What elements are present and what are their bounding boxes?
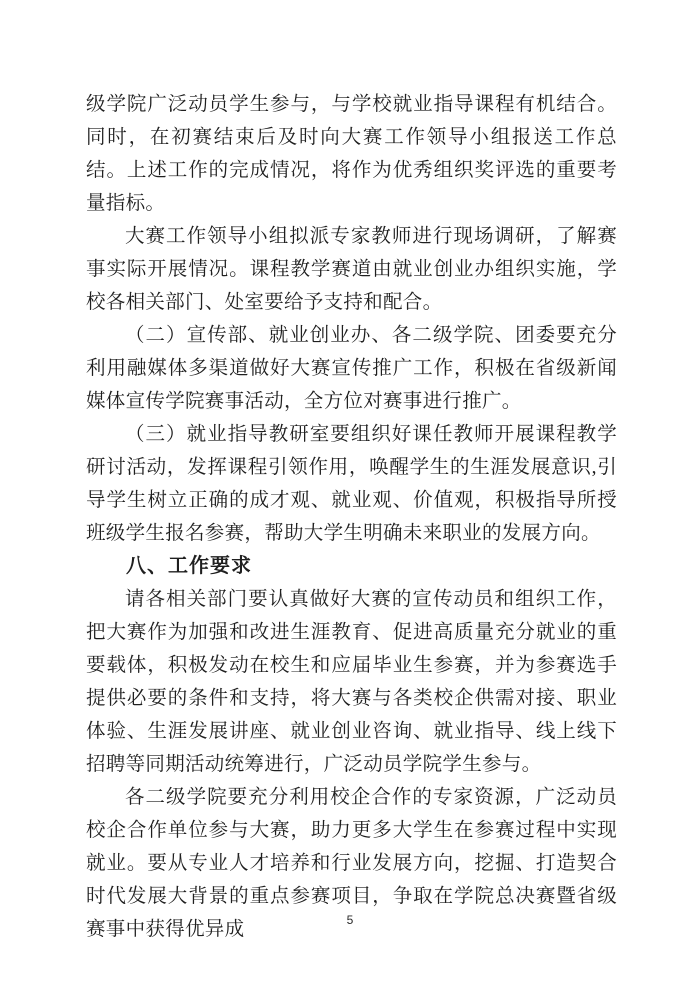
document-body — [86, 88, 617, 946]
paragraph-item-3-teaching: （三）就业指导教研室要组织好课任教师开展课程教学研讨活动，发挥课程引领作用，唤醒学生的生涯发展意识,引导学生树立正确的成才观、就业观、价值观，积极指导所授班级学生报名参赛，帮助大学生明确未来职业的发展方向。 — [86, 424, 617, 544]
page-number: 5 — [346, 913, 354, 927]
paragraph-continuation: 级学院广泛动员学生参与，与学校就业指导课程有机结合。同时，在初赛结束后及时向大赛工作领导小组报送工作总结。上述工作的完成情况，将作为优秀组织奖评选的重要考量指标。 — [86, 94, 617, 214]
paragraph-item-2-publicity: （二）宣传部、就业创业办、各二级学院、团委要充分利用融媒体多渠道做好大赛宣传推广工作，积极在省级新闻媒体宣传学院赛事活动，全方位对赛事进行推广。 — [86, 325, 617, 412]
paragraph-site-research: 大赛工作领导小组拟派专家教师进行现场调研，了解赛事实际开展情况。课程教学赛道由就业创业办组织实施，学校各相关部门、处室要给予支持和配合。 — [86, 226, 617, 313]
paragraph-work-requirements-2: 各二级学院要充分利用校企合作的专家资源，广泛动员校企合作单位参与大赛，助力更多大学生在参赛过程中实现就业。要从专业人才培养和行业发展方向，挖掘、打造契合时代发展大背景的重点参赛项目，争取在学院总决赛暨省级赛事中获得优异成 — [86, 787, 617, 940]
section-heading-work-requirements: 八、工作要求 — [126, 555, 252, 577]
paragraph-work-requirements-1: 请各相关部门要认真做好大赛的宣传动员和组织工作，把大赛作为加强和改进生涯教育、促进高质量充分就业的重要载体，积极发动在校生和应届毕业生参赛，并为参赛选手提供必要的条件和支持，将大赛与各类校企供需对接、职业体验、生涯发展讲座、就业创业咨询、就业指导、线上线下招聘等同期活动统筹进行，广泛动员学院学生参与。 — [86, 589, 617, 775]
